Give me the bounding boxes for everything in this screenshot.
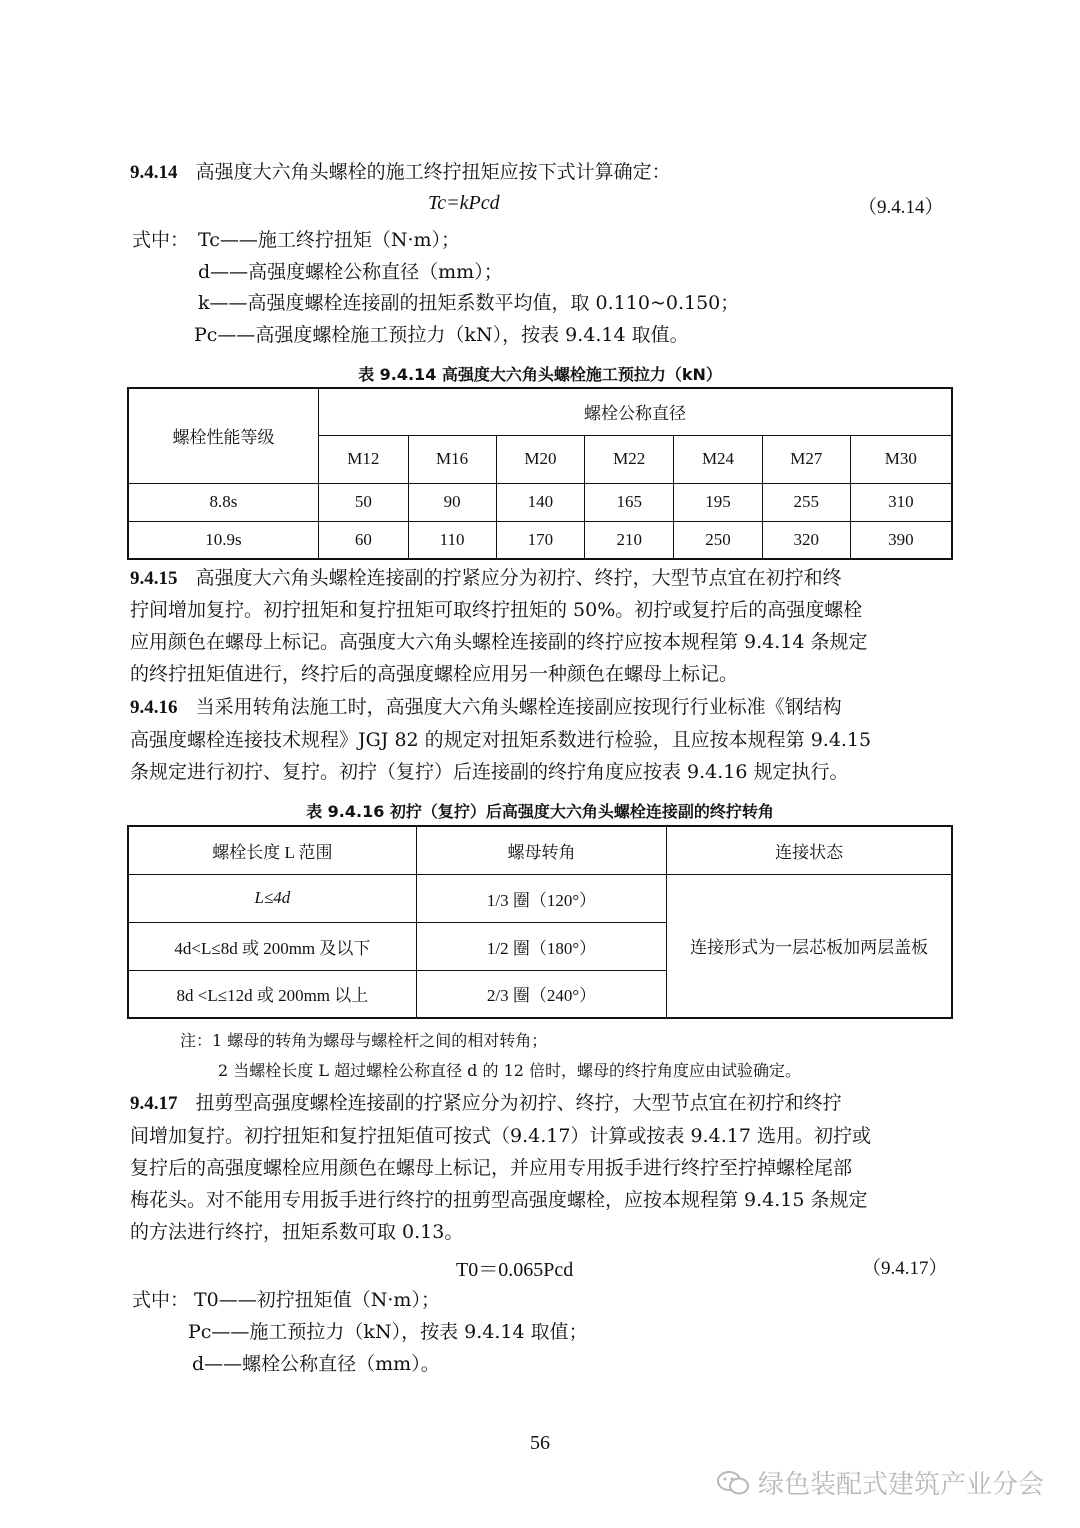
preload-table bbox=[127, 387, 953, 560]
range-cell: 4d<L≤8d 或 200mm 及以下 bbox=[128, 922, 416, 970]
def-line: d——螺栓公称直径（mm）。 bbox=[192, 1353, 440, 1375]
chat-bubbles-icon bbox=[716, 1470, 750, 1496]
paragraph-line: 间增加复拧。初拧扭矩和复拧扭矩值可按式（9.4.17）计算或按表 9.4.17 选用。初拧或 bbox=[130, 1125, 871, 1147]
table-caption: 表 9.4.16 初拧（复拧）后高强度大六角头螺栓连接副的终拧转角 bbox=[306, 802, 774, 821]
column-header: 螺栓长度 L 范围 bbox=[128, 826, 416, 874]
column-header: 连接状态 bbox=[667, 826, 952, 874]
grade-cell: 8.8s bbox=[128, 483, 318, 521]
clause-9-4-15 bbox=[130, 566, 842, 591]
table-caption: 表 9.4.14 高强度大六角头螺栓施工预拉力（kN） bbox=[358, 365, 722, 384]
clause-text: 高强度大六角头螺栓的施工终拧扭矩应按下式计算确定： bbox=[195, 161, 671, 183]
clause-number: 9.4.16 bbox=[130, 697, 178, 718]
value-cell: 390 bbox=[850, 521, 952, 559]
paragraph-line: 的终拧扭矩值进行，终拧后的高强度螺栓应用另一种颜色在螺母上标记。 bbox=[130, 663, 739, 685]
paragraph-line: 应用颜色在螺母上标记。高强度大六角头螺栓连接副的终拧应按本规程第 9.4.14 条规定 bbox=[130, 631, 868, 653]
equation-number: （9.4.17） bbox=[862, 1258, 948, 1279]
column-header: M30 bbox=[850, 435, 952, 483]
clause-text: 高强度大六角头螺栓连接副的拧紧应分为初拧、终拧，大型节点宜在初拧和终 bbox=[195, 567, 842, 589]
angle-cell: 1/2 圈（180°） bbox=[416, 922, 666, 970]
equation-9-4-17: T0＝0.065Pcd bbox=[456, 1259, 574, 1281]
column-header: M27 bbox=[762, 435, 850, 483]
row-header: 螺栓性能等级 bbox=[128, 388, 318, 483]
range-cell: L≤4d bbox=[128, 874, 416, 922]
angle-cell: 2/3 圈（240°） bbox=[416, 970, 666, 1018]
equation-number: （9.4.14） bbox=[858, 197, 944, 218]
value-cell: 90 bbox=[408, 483, 496, 521]
clause-9-4-17 bbox=[130, 1091, 842, 1116]
page-number: 56 bbox=[530, 1432, 550, 1454]
value-cell: 110 bbox=[408, 521, 496, 559]
paragraph-line: 的方法进行终拧，扭矩系数可取 0.13。 bbox=[130, 1221, 464, 1243]
value-cell: 255 bbox=[762, 483, 850, 521]
value-cell: 140 bbox=[496, 483, 585, 521]
def-line: k——高强度螺栓连接副的扭矩系数平均值，取 0.110~0.150； bbox=[198, 292, 740, 314]
value-cell: 170 bbox=[496, 521, 585, 559]
value-cell: 210 bbox=[585, 521, 674, 559]
def-line: Tc——施工终拧扭矩（N·m）； bbox=[198, 229, 461, 251]
grade-cell: 10.9s bbox=[128, 521, 318, 559]
value-cell: 50 bbox=[318, 483, 408, 521]
value-cell: 310 bbox=[850, 483, 952, 521]
paragraph-line: 高强度螺栓连接技术规程》JGJ 82 的规定对扭矩系数进行检验，且应按本规程第 9.4.15 bbox=[130, 729, 872, 751]
column-header: M20 bbox=[496, 435, 585, 483]
column-header: M24 bbox=[674, 435, 763, 483]
table-row bbox=[128, 521, 952, 559]
table-note: 注：1 螺母的转角为螺母与螺栓杆之间的相对转角； bbox=[180, 1031, 548, 1050]
clause-number: 9.4.17 bbox=[130, 1093, 178, 1114]
paragraph-line: 条规定进行初拧、复拧。初拧（复拧）后连接副的终拧角度应按表 9.4.16 规定执行。 bbox=[130, 761, 849, 783]
def-line: T0——初拧扭矩值（N·m）； bbox=[194, 1289, 440, 1311]
column-header: M12 bbox=[318, 435, 408, 483]
clause-number: 9.4.14 bbox=[130, 162, 178, 183]
state-cell: 连接形式为一层芯板加两层盖板 bbox=[667, 874, 952, 1018]
equation-9-4-14: Tc=kPcd bbox=[428, 192, 500, 214]
watermark bbox=[716, 1464, 1044, 1501]
value-cell: 195 bbox=[674, 483, 763, 521]
paragraph-line: 拧间增加复拧。初拧扭矩和复拧扭矩可取终拧扭矩的 50%。初拧或复拧后的高强度螺栓 bbox=[130, 599, 863, 621]
paragraph-line: 复拧后的高强度螺栓应用颜色在螺母上标记，并应用专用扳手进行终拧至拧掉螺栓尾部 bbox=[130, 1157, 853, 1179]
value-cell: 165 bbox=[585, 483, 674, 521]
value-cell: 320 bbox=[762, 521, 850, 559]
def-line: Pc——高强度螺栓施工预拉力（kN），按表 9.4.14 取值。 bbox=[194, 324, 689, 346]
angle-cell: 1/3 圈（120°） bbox=[416, 874, 666, 922]
clause-9-4-16 bbox=[130, 695, 842, 720]
value-cell: 60 bbox=[318, 521, 408, 559]
where-label: 式中： bbox=[132, 1289, 190, 1311]
clause-text: 扭剪型高强度螺栓连接副的拧紧应分为初拧、终拧，大型节点宜在初拧和终拧 bbox=[195, 1092, 842, 1114]
table-note: 2 当螺栓长度 L 超过螺栓公称直径 d 的 12 倍时，螺母的终拧角度应由试验确定。 bbox=[218, 1061, 802, 1080]
def-line: d——高强度螺栓公称直径（mm）； bbox=[198, 261, 503, 283]
paragraph-line: 梅花头。对不能用专用扳手进行终拧的扭剪型高强度螺栓，应按本规程第 9.4.15 条规定 bbox=[130, 1189, 868, 1211]
table-row bbox=[128, 874, 952, 922]
clause-9-4-14 bbox=[130, 160, 671, 185]
turn-angle-table bbox=[127, 825, 953, 1019]
clause-number: 9.4.15 bbox=[130, 568, 178, 589]
where-label: 式中： bbox=[132, 229, 190, 251]
range-cell: 8d <L≤12d 或 200mm 以上 bbox=[128, 970, 416, 1018]
clause-text: 当采用转角法施工时，高强度大六角头螺栓连接副应按现行行业标准《钢结构 bbox=[195, 696, 842, 718]
value-cell: 250 bbox=[674, 521, 763, 559]
column-header: 螺母转角 bbox=[416, 826, 666, 874]
watermark-text: 绿色装配式建筑产业分会 bbox=[757, 1470, 1044, 1500]
table-row bbox=[128, 483, 952, 521]
group-header: 螺栓公称直径 bbox=[318, 388, 952, 435]
column-header: M16 bbox=[408, 435, 496, 483]
column-header: M22 bbox=[585, 435, 674, 483]
def-line: Pc——施工预拉力（kN），按表 9.4.14 取值； bbox=[188, 1321, 588, 1343]
